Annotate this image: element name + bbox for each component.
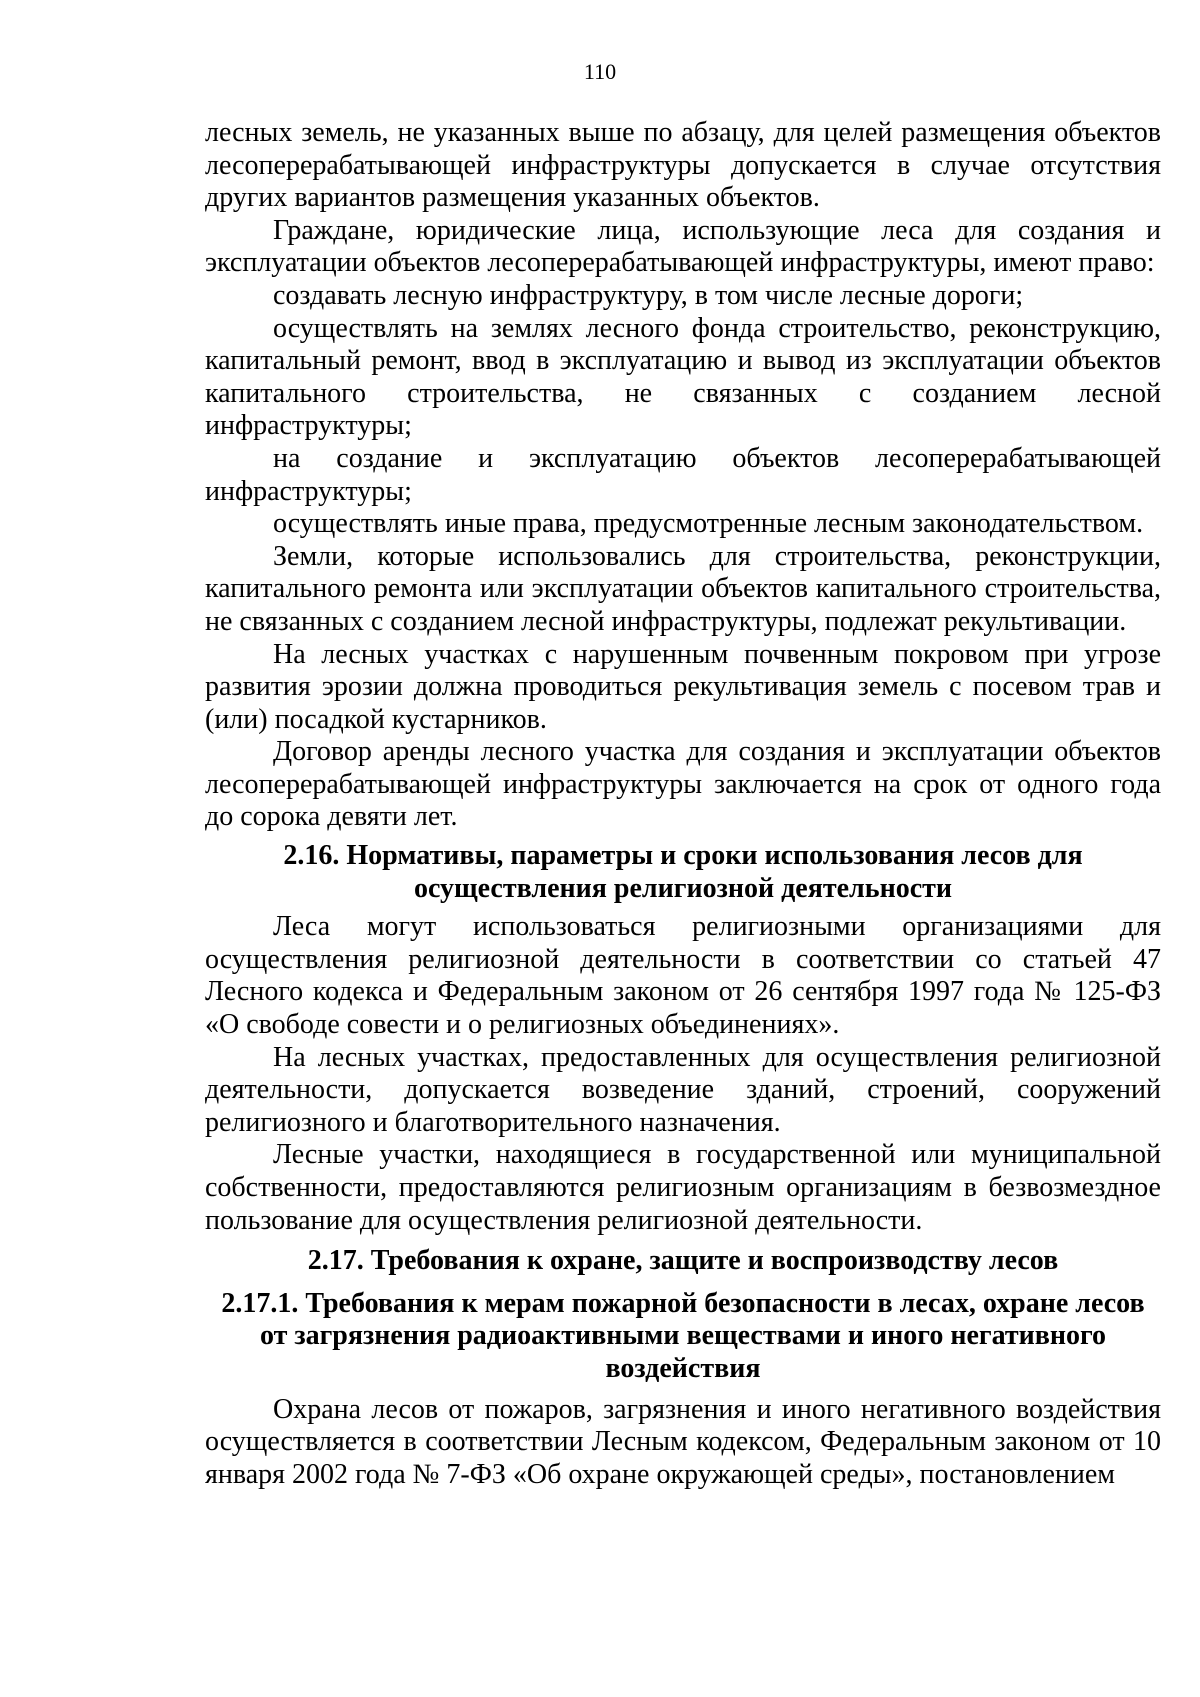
- paragraph: Договор аренды лесного участка для создания и эксплуатации объектов лесоперерабатывающей инфраструктуры заключается на срок от одного года до сорока девяти лет.: [205, 736, 1161, 833]
- section-heading-2-17: 2.17. Требования к охране, защите и воспроизводству лесов: [307, 1245, 1059, 1277]
- section-heading-2-17-1: 2.17.1. Требования к мерам пожарной безопасности в лесах, охране лесов от загрязнения радиоактивными веществами и иного негативного воздействия: [221, 1287, 1145, 1384]
- paragraph: создавать лесную инфраструктуру, в том числе лесные дороги;: [273, 279, 1024, 311]
- paragraph: на создание и эксплуатацию объектов лесоперерабатывающей инфраструктуры;: [205, 442, 1161, 507]
- paragraph: На лесных участках с нарушенным почвенным покровом при угрозе развития эрозии должна проводиться рекультивация земель с посевом трав и (или) посадкой кустарников.: [205, 638, 1161, 735]
- paragraph: осуществлять иные права, предусмотренные лесным законодательством.: [273, 508, 1144, 540]
- paragraph: лесных земель, не указанных выше по абзацу, для целей размещения объектов лесоперерабатывающей инфраструктуры допускается в случае отсутствия других вариантов размещения указанных объектов.: [205, 117, 1161, 214]
- page-number: 110: [583, 59, 617, 84]
- document-body: [205, 117, 1161, 1491]
- paragraph: осуществлять на землях лесного фонда строительство, реконструкцию, капитальный ремонт, ввод в эксплуатацию и вывод из эксплуатации объектов капитального строительства, не связанных с созданием лесной инфраструктуры;: [205, 312, 1161, 442]
- section-heading-2-16: 2.16. Нормативы, параметры и сроки использования лесов для осуществления религиозной деятельности: [283, 840, 1083, 904]
- paragraph: Граждане, юридические лица, использующие леса для создания и эксплуатации объектов лесоперерабатывающей инфраструктуры, имеют право:: [205, 214, 1161, 279]
- paragraph: Леса могут использоваться религиозными организациями для осуществления религиозной деятельности в соответствии со статьей 47 Лесного кодекса и Федеральным законом от 26 сентября 1997 года № 125-ФЗ «О свободе совести и о религиозных объединениях».: [205, 911, 1161, 1041]
- paragraph: На лесных участках, предоставленных для осуществления религиозной деятельности, допускается возведение зданий, строений, сооружений религиозного и благотворительного назначения.: [205, 1041, 1161, 1138]
- paragraph: Охрана лесов от пожаров, загрязнения и иного негативного воздействия осуществляется в соответствии Лесным кодексом, Федеральным законом от 10 января 2002 года № 7-ФЗ «Об охране окружающей среды», постановлением: [205, 1393, 1161, 1490]
- paragraph: Земли, которые использовались для строительства, реконструкции, капитального ремонта или эксплуатации объектов капитального строительства, не связанных с созданием лесной инфраструктуры, подлежат рекультивации.: [205, 540, 1161, 637]
- paragraph: Лесные участки, находящиеся в государственной или муниципальной собственности, предоставляются религиозным организациям в безвозмездное пользование для осуществления религиозной деятельности.: [205, 1139, 1161, 1236]
